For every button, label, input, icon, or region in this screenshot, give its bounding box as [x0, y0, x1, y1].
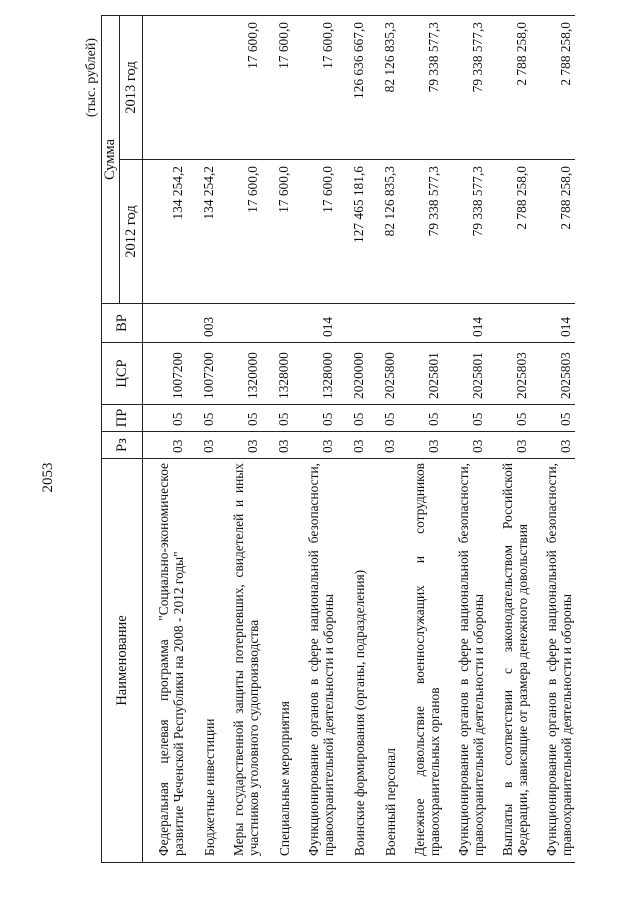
row-csr: 2025803 [487, 343, 531, 405]
row-sum-2013 [187, 16, 218, 160]
row-name: Функционирование органов в сфере национальной безопасности, правоохранительной деятельности и обороны [293, 459, 337, 863]
column-header-name: Наименование [102, 459, 143, 863]
table-row [143, 16, 187, 863]
row-sum-2012: 17 600,0 [293, 160, 337, 304]
row-rz: 03 [143, 432, 187, 459]
column-header-2012: 2012 год [120, 160, 143, 304]
budget-table [101, 15, 575, 863]
row-vr [262, 304, 293, 343]
row-vr [337, 304, 368, 343]
row-sum-2012: 79 338 577,3 [443, 160, 487, 304]
row-pr: 05 [399, 405, 443, 432]
row-pr: 05 [531, 405, 575, 432]
row-vr [399, 304, 443, 343]
row-name: Денежное довольствие военнослужащих и сотрудников правоохранительных органов [399, 459, 443, 863]
page-number: 2053 [40, 462, 56, 493]
row-vr: 014 [531, 304, 575, 343]
row-vr: 003 [187, 304, 218, 343]
row-csr: 2025803 [531, 343, 575, 405]
row-vr [218, 304, 262, 343]
row-sum-2012: 134 254,2 [187, 160, 218, 304]
row-sum-2012: 82 126 835,3 [368, 160, 399, 304]
row-rz: 03 [399, 432, 443, 459]
column-header-rz: Рз [102, 432, 143, 459]
row-rz: 03 [368, 432, 399, 459]
table-row [368, 16, 399, 863]
row-csr: 1007200 [187, 343, 218, 405]
row-vr: 014 [293, 304, 337, 343]
row-sum-2013: 17 600,0 [262, 16, 293, 160]
table-row [487, 16, 531, 863]
row-pr: 05 [368, 405, 399, 432]
table-body [143, 16, 575, 863]
row-rz: 03 [531, 432, 575, 459]
row-pr: 05 [218, 405, 262, 432]
row-pr: 05 [187, 405, 218, 432]
row-rz: 03 [337, 432, 368, 459]
row-vr [487, 304, 531, 343]
row-name: Специальные мероприятия [262, 459, 293, 863]
table-row [531, 16, 575, 863]
row-sum-2012: 2 788 258,0 [531, 160, 575, 304]
row-pr: 05 [293, 405, 337, 432]
table-row [218, 16, 262, 863]
row-vr: 014 [443, 304, 487, 343]
row-sum-2013: 79 338 577,3 [443, 16, 487, 160]
table-header [102, 16, 143, 863]
row-csr: 2025800 [368, 343, 399, 405]
table-row [399, 16, 443, 863]
column-header-csr: ЦСР [102, 343, 143, 405]
row-csr: 2020000 [337, 343, 368, 405]
row-sum-2013: 17 600,0 [293, 16, 337, 160]
row-name: Функционирование органов в сфере национальной безопасности, правоохранительной деятельности и обороны [531, 459, 575, 863]
row-name: Бюджетные инвестиции [187, 459, 218, 863]
table-row [187, 16, 218, 863]
row-sum-2012: 17 600,0 [218, 160, 262, 304]
table-row [443, 16, 487, 863]
row-csr: 1320000 [218, 343, 262, 405]
row-sum-2013 [143, 16, 187, 160]
row-pr: 05 [337, 405, 368, 432]
row-sum-2013: 79 338 577,3 [399, 16, 443, 160]
row-sum-2012: 79 338 577,3 [399, 160, 443, 304]
row-name: Военный персонал [368, 459, 399, 863]
row-rz: 03 [218, 432, 262, 459]
row-sum-2012: 134 254,2 [143, 160, 187, 304]
row-sum-2013: 82 126 835,3 [368, 16, 399, 160]
row-pr: 05 [143, 405, 187, 432]
column-header-sum: Сумма [102, 16, 120, 304]
row-rz: 03 [443, 432, 487, 459]
row-csr: 2025801 [399, 343, 443, 405]
row-vr [368, 304, 399, 343]
row-sum-2013: 126 636 667,0 [337, 16, 368, 160]
row-sum-2013: 17 600,0 [218, 16, 262, 160]
row-vr [143, 304, 187, 343]
table-row [293, 16, 337, 863]
row-rz: 03 [293, 432, 337, 459]
table-row [337, 16, 368, 863]
row-name: Функционирование органов в сфере национальной безопасности, правоохранительной деятельности и обороны [443, 459, 487, 863]
column-header-vr: ВР [102, 304, 143, 343]
row-sum-2013: 2 788 258,0 [531, 16, 575, 160]
row-csr: 1328000 [293, 343, 337, 405]
row-sum-2012: 127 465 181,6 [337, 160, 368, 304]
row-rz: 03 [187, 432, 218, 459]
row-rz: 03 [262, 432, 293, 459]
row-rz: 03 [487, 432, 531, 459]
row-name: Федеральная целевая программа "Социально-экономическое развитие Чеченской Республики на 2008 - 2012 годы" [143, 459, 187, 863]
row-pr: 05 [443, 405, 487, 432]
row-csr: 2025801 [443, 343, 487, 405]
row-sum-2012: 2 788 258,0 [487, 160, 531, 304]
row-name: Выплаты в соответствии с законодательством Российской Федерации, зависящие от размера денежного довольствия [487, 459, 531, 863]
row-sum-2013: 2 788 258,0 [487, 16, 531, 160]
table-row [262, 16, 293, 863]
row-sum-2012: 17 600,0 [262, 160, 293, 304]
row-csr: 1007200 [143, 343, 187, 405]
row-csr: 1328000 [262, 343, 293, 405]
column-header-pr: ПР [102, 405, 143, 432]
row-name: Меры государственной защиты потерпевших, свидетелей и иных участников уголовного судопроизводства [218, 459, 262, 863]
column-header-2013: 2013 год [120, 16, 143, 160]
row-name: Воинские формирования (органы, подразделения) [337, 459, 368, 863]
row-pr: 05 [487, 405, 531, 432]
row-pr: 05 [262, 405, 293, 432]
unit-note: (тыс. рублей) [84, 38, 99, 118]
